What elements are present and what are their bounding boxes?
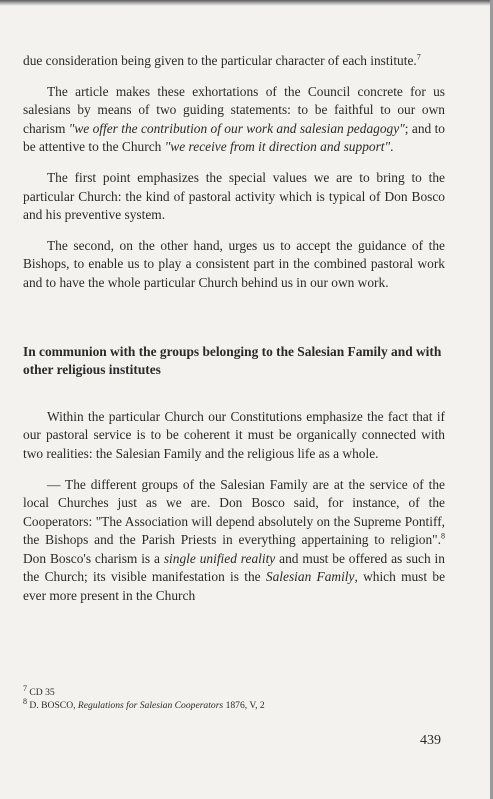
paragraph-1 bbox=[23, 52, 445, 71]
paragraph-3: The first point emphasizes the special values we are to bring to the particular Church: the kind of pastoral activity which is typical of Don Bosco and his preventive system. bbox=[23, 169, 445, 223]
footnotes bbox=[23, 683, 445, 712]
emphasis-single-unified-reality: single unified reality bbox=[163, 550, 276, 566]
paragraph-2: The article makes these exhortations of the Council concrete for us salesians by means of two guiding statements: to be faithful to our own charism "we offer the contribution of our work and salesian pedagogy"; and to be attentive to the Church "we receive from it direction and support". bbox=[23, 83, 445, 155]
page-top-shadow bbox=[0, 0, 493, 6]
quote-offer-contribution: "we offer the contribution of our work and salesian pedagogy" bbox=[68, 120, 405, 136]
page-number: 439 bbox=[420, 733, 441, 748]
paragraph-5: Within the particular Church our Constitutions emphasize the fact that if our pastoral service is to be coherent it must be organically connected with two realities: the Salesian Family and the religious life as a whole. bbox=[23, 408, 445, 461]
footnote-ref-7: 7 bbox=[416, 52, 421, 62]
paragraph-4: The second, on the other hand, urges us to accept the guidance of the Bishops, to enable us to play a consistent part in the combined pastoral work and to have the whole particular Church behind us in our own work. bbox=[23, 237, 445, 290]
quote-receive-direction: "we receive from it direction and support" bbox=[164, 139, 391, 155]
section-heading: In communion with the groups belonging to the Salesian Family and with other religious institutes bbox=[23, 343, 442, 378]
paragraph-6: — The different groups of the Salesian Family are at the service of the local Churches just as we are. Don Bosco said, for instance, of the Cooperators: "The Association will depend absolutely on the Supreme Pontiff, the Bishops and the Parish Priests in everything appertaining to religion".$^8$ Don Bosco's charism is a single unified reality and must be offered as such in the Church; its visible manifestation is the Salesian Family, which must be ever more present in the Church bbox=[23, 476, 446, 604]
paragraph-1-text: due consideration being given to the particular character of each institute. bbox=[23, 53, 417, 68]
footnote-7: $^7$ CD 35 bbox=[23, 683, 55, 698]
footnote-ref-8: 8 bbox=[441, 531, 445, 541]
page-body bbox=[23, 52, 445, 606]
footnote-8: $^8$ D. BOSCO, Regulations for Salesian Cooperators 1876, V, 2 bbox=[23, 696, 265, 711]
emphasis-salesian-family: Salesian Family bbox=[265, 569, 355, 585]
